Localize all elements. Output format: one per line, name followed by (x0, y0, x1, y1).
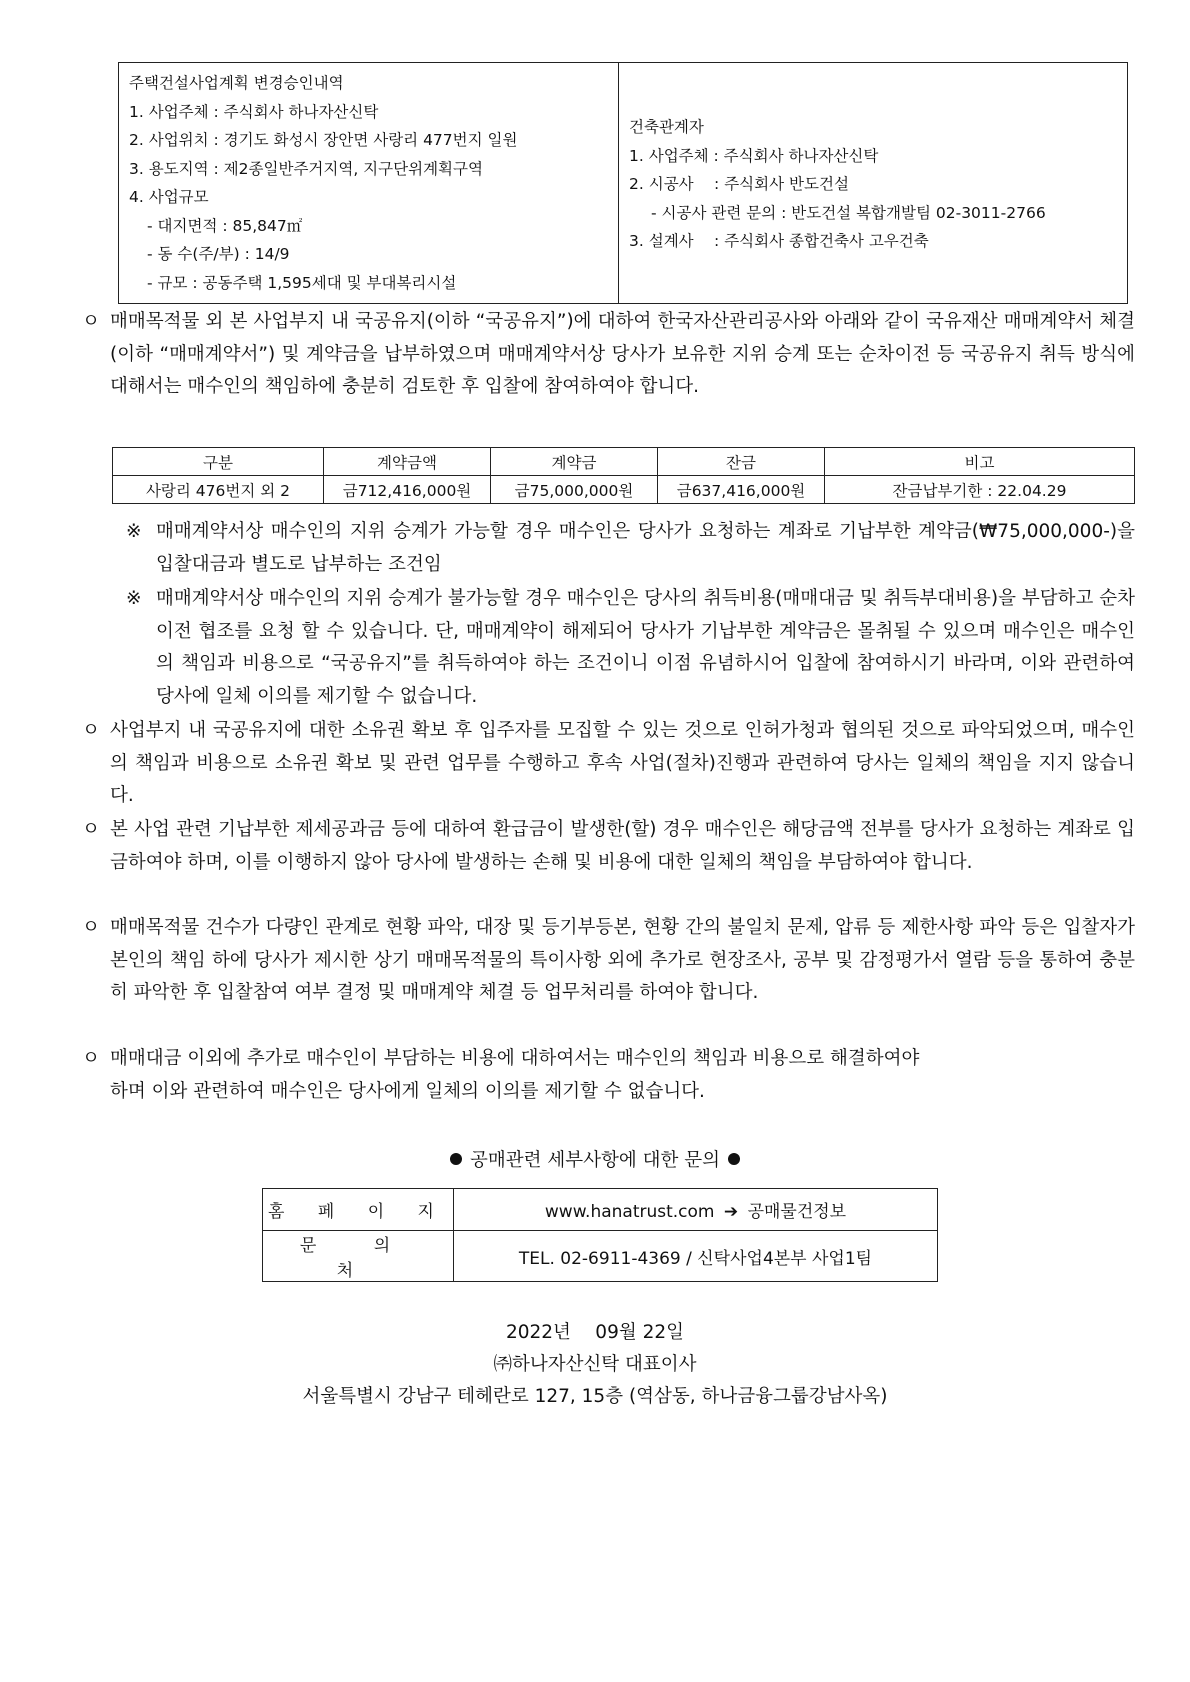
note-symbol: ※ (126, 521, 142, 542)
paragraph-additional-costs (82, 1043, 1135, 1108)
paragraph-text: 매매목적물 외 본 사업부지 내 국공유지(이하 “국공유지”)에 대하여 한국자산관리공사와 아래와 같이 국유재산 매매계약서 체결(이하 “매매계약서”) 및 계약금을 납부하였으며 매매계약서상 당사가 보유한 지위 승계 또는 순차이전 등 국공유지 취득 방식에 대해서는 매수인의 책임하에 충분히 검토한 후 입찰에 참여하여야 합니다. (110, 311, 1135, 397)
table-cell: 잔금납부기한 : 22.04.29 (825, 476, 1135, 504)
approval-details (119, 63, 619, 303)
paragraph-text: 매매대금 이외에 추가로 매수인이 부담하는 비용에 대하여서는 매수인의 책임과 비용으로 해결하여야 (110, 1048, 920, 1069)
bullet-symbol: ㅇ (82, 917, 100, 938)
paragraph-due-diligence (82, 912, 1135, 1010)
table-cell: 금712,416,000원 (324, 476, 491, 504)
inquiry-heading (0, 1146, 1190, 1172)
project-info-box (118, 62, 1128, 304)
note-succession-possible (126, 516, 1135, 581)
approval-title: 주택건설사업계획 변경승인내역 (129, 74, 344, 92)
approval-sub-line: - 동 수(주/부) : 14/9 (147, 245, 290, 263)
paragraph-text: 하며 이와 관련하여 매수인은 당사에게 일체의 이의를 제기할 수 없습니다. (110, 1080, 705, 1102)
contract-table (112, 447, 1135, 504)
table-header: 계약금액 (324, 448, 491, 476)
contact-table (262, 1188, 938, 1282)
parties-line: 2. 시공사 : 주식회사 반도건설 (629, 175, 849, 193)
bullet-dot-icon (450, 1153, 462, 1165)
arrow-right-icon: ➔ (723, 1202, 739, 1222)
company-address: 서울특별시 강남구 테헤란로 127, 15층 (역삼동, 하나금융그룹강남사옥) (302, 1386, 888, 1407)
table-row (113, 476, 1135, 504)
bullet-symbol: ㅇ (82, 311, 100, 332)
bullet-symbol: ㅇ (82, 720, 100, 741)
table-row (263, 1231, 938, 1282)
table-row (263, 1189, 938, 1231)
construction-parties (619, 63, 1127, 303)
bullet-symbol: ㅇ (82, 819, 100, 840)
note-text: 매매계약서상 매수인의 지위 승계가 불가능할 경우 매수인은 당사의 취득비용(매매대금 및 취득부대비용)을 부담하고 순차이전 협조를 요청 할 수 있습니다. 단, 매매계약이 해제되어 당사가 기납부한 계약금은 몰취될 수 있으며 매수인은 매수인의 책임과 비용으로 “국공유지”를 취득하여야 하는 조건이니 이점 유념하시어 입찰에 참여하시기 바라며, 이와 관련하여 당사에 일체 이의를 제기할 수 없습니다. (156, 588, 1135, 707)
approval-sub-line: - 대지면적 : 85,847㎡ (147, 216, 303, 235)
parties-sub-line: - 시공사 관련 문의 : 반도건설 복합개발팀 02-3011-2766 (651, 203, 1046, 222)
table-header: 비고 (825, 448, 1135, 476)
paragraph-text: 사업부지 내 국공유지에 대한 소유권 확보 후 입주자를 모집할 수 있는 것으로 인허가청과 협의된 것으로 파악되었으며, 매수인의 책임과 비용으로 소유권 확보 및 관련 업무를 수행하고 후속 사업(절차)진행과 관련하여 당사는 일체의 책임을 지지 않습니다. (110, 720, 1135, 806)
homepage-value (454, 1189, 938, 1231)
bullet-dot-icon (728, 1153, 740, 1165)
table-cell: 금75,000,000원 (491, 476, 658, 504)
note-text: 매매계약서상 매수인의 지위 승계가 가능할 경우 매수인은 당사가 요청하는 계좌로 기납부한 계약금(₩75,000,000-)을 입찰대금과 별도로 납부하는 조건임 (156, 521, 1135, 575)
approval-sub-line: - 규모 : 공동주택 1,595세대 및 부대복리시설 (147, 273, 457, 292)
paragraph-text: 본 사업 관련 기납부한 제세공과금 등에 대하여 환급금이 발생한(할) 경우 매수인은 해당금액 전부를 당사가 요청하는 계좌로 입금하여야 하며, 이를 이행하지 않아 당사에 발생하는 손해 및 비용에 대한 일체의 책임을 부담하여야 합니다. (110, 819, 1135, 873)
inquiry-heading-text: 공매관련 세부사항에 대한 문의 (470, 1150, 720, 1171)
table-header: 잔금 (658, 448, 825, 476)
homepage-section: 공매물건정보 (747, 1202, 847, 1222)
paragraph-tax-refund (82, 814, 1135, 879)
approval-line: 2. 사업위치 : 경기도 화성시 장안면 사랑리 477번지 일원 (129, 131, 518, 149)
table-header: 구분 (113, 448, 324, 476)
approval-line: 4. 사업규모 (129, 188, 209, 206)
approval-line: 1. 사업주체 : 주식회사 하나자산신탁 (129, 102, 379, 121)
company-name: ㈜하나자산신탁 대표이사 (493, 1354, 697, 1375)
parties-line: 1. 사업주체 : 주식회사 하나자산신탁 (629, 146, 879, 165)
parties-line: 3. 설계사 : 주식회사 종합건축사 고우건축 (629, 232, 929, 250)
homepage-link[interactable]: www.hanatrust.com (544, 1202, 715, 1222)
approval-line: 3. 용도지역 : 제2종일반주거지역, 지구단위계획구역 (129, 159, 483, 178)
contact-label: 문 의 처 (263, 1231, 454, 1282)
contact-value: TEL. 02-6911-4369 / 신탁사업4본부 사업1팀 (454, 1231, 938, 1282)
paragraph-national-land (82, 306, 1135, 404)
note-succession-impossible (126, 583, 1135, 713)
table-cell: 금637,416,000원 (658, 476, 825, 504)
paragraph-text: 매매목적물 건수가 다량인 관계로 현황 파악, 대장 및 등기부등본, 현황 간의 불일치 문제, 압류 등 제한사항 파악 등은 입찰자가 본인의 책임 하에 당사가 제시한 상기 매매목적물의 특이사항 외에 추가로 현장조사, 공부 및 감정평가서 열람 등을 통하여 충분히 파악한 후 입찰참여 여부 결정 및 매매계약 체결 등 업무처리를 하여야 합니다. (110, 917, 1135, 1003)
homepage-label: 홈 페 이 지 (263, 1189, 454, 1231)
bullet-symbol: ㅇ (82, 1048, 100, 1069)
paragraph-ownership (82, 715, 1135, 813)
note-symbol: ※ (126, 588, 142, 609)
notice-date: 2022년 09월 22일 (505, 1322, 685, 1343)
table-header-row (113, 448, 1135, 476)
parties-title: 건축관계자 (629, 118, 704, 136)
table-header: 계약금 (491, 448, 658, 476)
table-cell: 사랑리 476번지 외 2 (113, 476, 324, 504)
